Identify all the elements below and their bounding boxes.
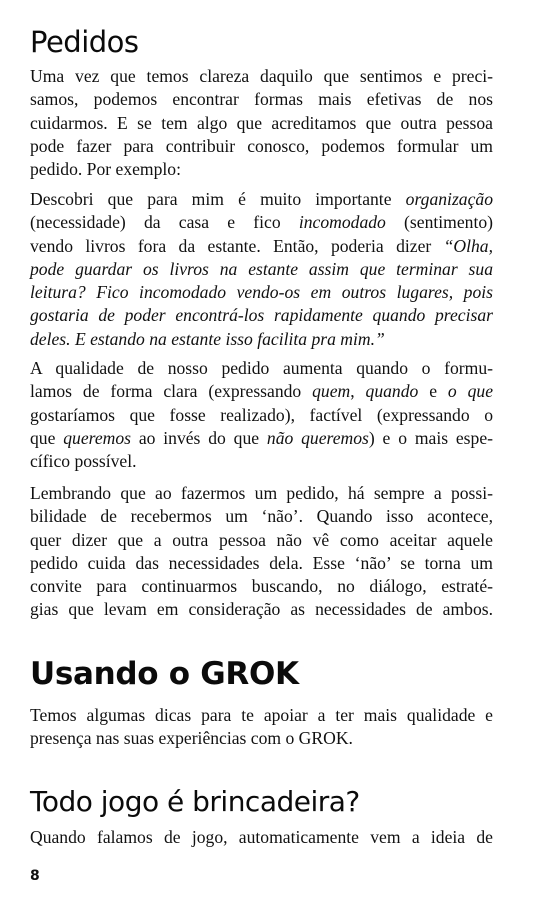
text-line [30,328,493,351]
text-line: Quando falamos de jogo, automaticamente vem a ideia de [30,827,493,847]
text-line: gias que levam em consideração as necessidades de ambos. [30,599,493,620]
text-line [30,188,493,211]
text-line [30,304,493,327]
text-segment: lamos de forma clara (expressando [30,381,313,402]
text-segment: (necessidade) da casa e fico [30,212,299,233]
text-emphasis: quando [365,381,419,402]
text-line: presença nas suas experiências com o GROK. [30,728,353,749]
text-emphasis: “Olha, [443,235,493,256]
text-line [30,211,493,234]
paragraph-usando-intro [30,704,493,751]
text-emphasis: deles. E estando na estante isso facilita pra mim.” [30,328,385,349]
text-line: convite para continuarmos buscando, no diálogo, estraté- [30,576,493,597]
text-segment: ao invés do que [131,427,267,448]
text-line: pedido cuida das necessidades dela. Esse ‘não’ se torna um [30,552,493,573]
text-segment: vendo livros fora da estante. Então, poderia dizer [30,235,444,256]
page-number: 8 [30,868,40,884]
section-heading-todo-jogo: Todo jogo é brincadeira? [30,785,360,818]
text-line: Lembrando que ao fazermos um pedido, há sempre a possi- [30,483,493,503]
text-segment: Descobri que para mim é muito importante [30,189,406,209]
section-heading-pedidos: Pedidos [30,25,139,59]
text-emphasis: pode guardar os livros na estante assim que terminar sua [30,258,493,279]
text-emphasis: não queremos [266,427,369,448]
text-emphasis: organização [405,189,493,209]
text-emphasis: o que [447,381,493,402]
text-line: Uma vez que temos clareza daquilo que sentimos e preci- [30,66,493,86]
text-segment: (sentimento) [385,212,493,233]
text-emphasis: quem [312,381,351,402]
text-line [30,258,493,281]
section-heading-usando-o-grok: Usando o GROK [30,656,299,692]
paragraph-pedidos-intro [30,65,493,181]
text-line [30,427,493,450]
text-line: cuidarmos. E se tem algo que acreditamos que outra pessoa [30,112,493,133]
text-line: samos, podemos encontrar formas mais efetivas de nos [30,89,493,110]
text-line: quer dizer que a outra pessoa não vê como aceitar aquele [30,529,493,550]
text-line [30,281,493,304]
text-line [30,235,493,258]
text-line: cífico possível. [30,451,137,472]
text-segment: , [350,381,366,402]
paragraph-todo-jogo-intro [30,826,493,849]
text-emphasis: gostaria de poder encontrá-los rapidamente quando precisar [30,305,493,326]
text-segment: ) e o mais espe- [368,427,493,448]
text-line: bilidade de recebermos um ‘não’. Quando isso acontece, [30,506,493,527]
text-emphasis: leitura? Fico incomodado vendo-os em outros lugares, pois [30,282,493,303]
text-emphasis: incomodado [298,212,386,233]
paragraph-pedidos-nao [30,482,493,622]
text-line: pedido. Por exemplo: [30,159,181,180]
text-segment: que [30,427,64,448]
text-line: Temos algumas dicas para te apoiar a ter mais qualidade e [30,705,493,725]
text-line [30,380,493,403]
text-line: pode fazer para contribuir conosco, podemos formular um [30,135,493,156]
text-line: gostaríamos que fosse realizado), factível (expressando o [30,404,493,425]
text-emphasis: queremos [63,427,131,448]
paragraph-pedidos-quality [30,357,493,473]
text-line: A qualidade de nosso pedido aumenta quando o formu- [30,358,493,378]
paragraph-pedidos-example [30,188,493,351]
text-segment: e [418,381,448,402]
